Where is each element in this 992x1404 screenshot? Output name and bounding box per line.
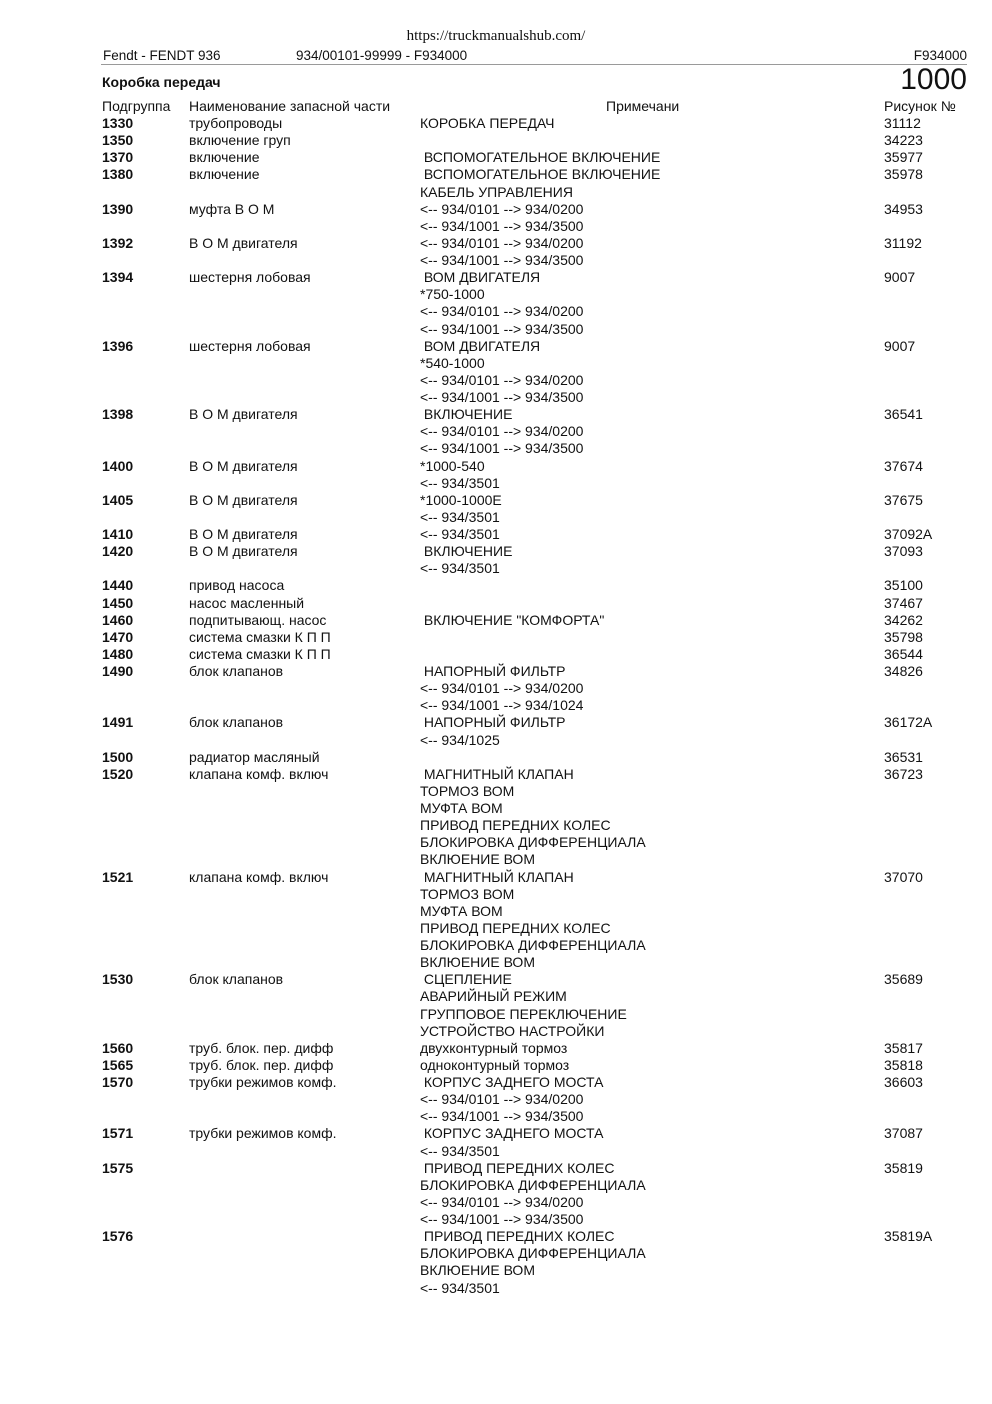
- table-row: [0, 543, 992, 577]
- subgroup-code: 1392: [102, 234, 134, 251]
- note-line: <-- 934/1001 --> 934/1024: [420, 697, 584, 714]
- table-row: [0, 1125, 992, 1159]
- part-name: включение: [189, 149, 260, 166]
- table-row: [0, 766, 992, 869]
- notes-cell: [420, 1074, 860, 1125]
- figure-number: 37092A: [884, 526, 933, 542]
- note-line: ПРИВОД ПЕРЕДНИХ КОЛЕС: [420, 1228, 615, 1245]
- column-header-subgroup: Подгруппа: [102, 98, 171, 114]
- figure-number: 36541: [884, 406, 923, 423]
- table-row: [0, 577, 992, 594]
- note-line: <-- 934/1001 --> 934/3500: [420, 320, 584, 337]
- note-line: ПРИВОД ПЕРЕДНИХ КОЛЕС: [420, 919, 611, 936]
- note-line: <-- 934/3501: [420, 526, 500, 542]
- figure-number: 37070: [884, 868, 923, 885]
- note-line: *750-1000: [420, 286, 485, 303]
- figure-number: 35818: [884, 1056, 923, 1073]
- subgroup-code: 1370: [102, 149, 134, 166]
- figure-number: 35819: [884, 1159, 923, 1176]
- figure-number: 35977: [884, 149, 923, 166]
- note-line: КОРОБКА ПЕРЕДАЧ: [420, 115, 555, 131]
- part-name: труб. блок. пер. дифф: [189, 1039, 334, 1056]
- note-line: <-- 934/1001 --> 934/3500: [420, 252, 584, 268]
- notes-cell: [420, 646, 860, 663]
- notes-cell: [420, 629, 860, 646]
- figure-number: 34223: [884, 132, 923, 149]
- table-row: [0, 714, 992, 748]
- note-line: <-- 934/0101 --> 934/0200: [420, 1091, 584, 1108]
- notes-cell: [420, 458, 860, 492]
- table-row: [0, 1074, 992, 1125]
- part-name: трубопроводы: [189, 115, 283, 131]
- notes-cell: [420, 149, 860, 166]
- subgroup-code: 1560: [102, 1039, 134, 1056]
- column-header-notes: Примечани: [606, 98, 680, 114]
- figure-number: 37674: [884, 457, 923, 474]
- notes-cell: [420, 869, 860, 972]
- notes-cell: [420, 235, 860, 269]
- subgroup-code: 1350: [102, 132, 134, 149]
- table-row: [0, 166, 992, 200]
- subgroup-code: 1530: [102, 971, 134, 988]
- part-name: подпитывающ. насос: [189, 611, 327, 628]
- part-name: включение груп: [189, 132, 291, 149]
- part-name: В О М двигателя: [189, 543, 298, 560]
- subgroup-code: 1576: [102, 1228, 134, 1245]
- part-name: трубки режимов комф.: [189, 1074, 337, 1090]
- notes-cell: [420, 1160, 860, 1229]
- note-line: <-- 934/1001 --> 934/3500: [420, 1108, 584, 1125]
- note-line: БЛОКИРОВКА ДИФФЕРЕНЦИАЛА: [420, 937, 646, 953]
- figure-number: 36603: [884, 1074, 923, 1090]
- figure-number: 35100: [884, 577, 923, 594]
- notes-cell: [420, 1125, 860, 1159]
- notes-cell: [420, 543, 860, 577]
- part-name: В О М двигателя: [189, 234, 298, 251]
- subgroup-code: 1470: [102, 628, 134, 645]
- figure-number: 31112: [884, 115, 921, 131]
- table-row: [0, 269, 992, 338]
- notes-cell: [420, 1057, 860, 1074]
- subgroup-code: 1490: [102, 663, 134, 679]
- note-line: <-- 934/1001 --> 934/3500: [420, 217, 584, 234]
- subgroup-code: 1398: [102, 406, 134, 423]
- note-line: МУФТА ВОМ: [420, 902, 503, 919]
- figure-number: 36172A: [884, 714, 933, 731]
- note-line: <-- 934/0101 --> 934/0200: [420, 423, 584, 440]
- table-row: [0, 492, 992, 526]
- part-name: блок клапанов: [189, 663, 284, 679]
- part-name: система смазки К П П: [189, 628, 331, 645]
- table-row: [0, 338, 992, 407]
- table-row: [0, 663, 992, 714]
- figure-number: 9007: [884, 269, 916, 286]
- part-name: шестерня лобовая: [189, 337, 311, 354]
- note-line: <-- 934/0101 --> 934/0200: [420, 1193, 584, 1210]
- page-number: 1000: [900, 63, 967, 96]
- subgroup-code: 1330: [102, 115, 134, 131]
- note-line: ВКЛЮЕНИЕ ВОМ: [420, 1262, 535, 1279]
- note-line: одноконтурный тормоз: [420, 1056, 570, 1073]
- part-name: труб. блок. пер. дифф: [189, 1056, 334, 1073]
- note-line: <-- 934/0101 --> 934/0200: [420, 371, 584, 388]
- note-line: ВКЛЮЧЕНИЕ: [420, 543, 513, 560]
- part-name: блок клапанов: [189, 971, 284, 988]
- subgroup-code: 1400: [102, 457, 134, 474]
- note-line: ВКЛЮЕНИЕ ВОМ: [420, 851, 535, 868]
- subgroup-code: 1521: [102, 868, 134, 885]
- note-line: ПРИВОД ПЕРЕДНИХ КОЛЕС: [420, 1159, 615, 1176]
- subgroup-code: 1450: [102, 594, 134, 611]
- subgroup-code: 1440: [102, 577, 134, 594]
- table-row: [0, 971, 992, 1040]
- note-line: <-- 934/3501: [420, 508, 500, 525]
- part-name: В О М двигателя: [189, 526, 298, 542]
- subgroup-code: 1575: [102, 1159, 134, 1176]
- note-line: <-- 934/3501: [420, 1279, 500, 1296]
- notes-cell: [420, 714, 860, 748]
- notes-cell: [420, 1228, 860, 1297]
- notes-cell: [420, 663, 860, 714]
- figure-number: 36531: [884, 748, 923, 765]
- subgroup-code: 1500: [102, 748, 134, 765]
- subgroup-code: 1571: [102, 1125, 134, 1142]
- note-line: КОРПУС ЗАДНЕГО МОСТА: [420, 1074, 604, 1090]
- note-line: [420, 749, 860, 766]
- notes-cell: [420, 749, 860, 766]
- part-name: насос масленный: [189, 594, 305, 611]
- note-line: ВСПОМОГАТЕЛЬНОЕ ВКЛЮЧЕНИЕ: [420, 166, 661, 183]
- figure-number: 35817: [884, 1039, 923, 1056]
- note-line: <-- 934/1025: [420, 731, 500, 748]
- note-line: <-- 934/0101 --> 934/0200: [420, 680, 584, 697]
- part-name: муфта В О М: [189, 200, 275, 217]
- note-line: БЛОКИРОВКА ДИФФЕРЕНЦИАЛА: [420, 1176, 646, 1193]
- table-row: [0, 629, 992, 646]
- note-line: *540-1000: [420, 354, 485, 371]
- figure-number: 36544: [884, 645, 923, 662]
- model-label: Fendt - FENDT 936: [103, 48, 221, 63]
- note-line: ВОМ ДВИГАТЕЛЯ: [420, 269, 541, 286]
- note-line: БЛОКИРОВКА ДИФФЕРЕНЦИАЛА: [420, 834, 646, 851]
- table-row: [0, 115, 992, 132]
- figure-number: 36723: [884, 765, 923, 782]
- subgroup-code: 1420: [102, 543, 134, 560]
- notes-cell: [420, 269, 860, 338]
- part-name: В О М двигателя: [189, 491, 298, 508]
- subgroup-code: 1390: [102, 200, 134, 217]
- notes-cell: [420, 612, 860, 629]
- figure-number: 31192: [884, 234, 922, 251]
- notes-cell: [420, 201, 860, 235]
- subgroup-code: 1570: [102, 1074, 134, 1090]
- table-row: [0, 595, 992, 612]
- header-divider: [101, 64, 967, 65]
- part-name: радиатор масляный: [189, 748, 320, 765]
- subgroup-code: 1520: [102, 765, 134, 782]
- notes-cell: [420, 166, 860, 200]
- figure-number: 37467: [884, 594, 923, 611]
- note-line: КАБЕЛЬ УПРАВЛЕНИЯ: [420, 183, 573, 200]
- subgroup-code: 1460: [102, 611, 134, 628]
- notes-cell: [420, 766, 860, 869]
- notes-cell: [420, 492, 860, 526]
- table-row: [0, 458, 992, 492]
- figure-number: 34262: [884, 611, 923, 628]
- note-line: МАГНИТНЫЙ КЛАПАН: [420, 765, 574, 782]
- figure-number: 34953: [884, 200, 923, 217]
- parts-table: [0, 115, 992, 1297]
- note-line: СЦЕПЛЕНИЕ: [420, 971, 512, 988]
- note-line: <-- 934/1001 --> 934/3500: [420, 440, 584, 457]
- serial-range: 934/00101-99999 - F934000: [296, 48, 468, 63]
- part-name: В О М двигателя: [189, 406, 298, 423]
- notes-cell: [420, 1040, 860, 1057]
- note-line: [420, 595, 860, 612]
- doc-code: F934000: [913, 48, 967, 63]
- part-name: клапана комф. включ: [189, 765, 329, 782]
- table-row: [0, 132, 992, 149]
- figure-number: 9007: [884, 337, 916, 354]
- notes-cell: [420, 338, 860, 407]
- note-line: [420, 646, 860, 663]
- subgroup-code: 1380: [102, 166, 134, 183]
- note-line: <-- 934/0101 --> 934/0200: [420, 200, 584, 217]
- table-row: [0, 201, 992, 235]
- column-header-name: Наименование запасной части: [189, 98, 391, 114]
- notes-cell: [420, 595, 860, 612]
- table-row: [0, 406, 992, 457]
- subgroup-code: 1491: [102, 714, 134, 731]
- note-line: УСТРОЙСТВО НАСТРОЙКИ: [420, 1022, 605, 1039]
- figure-number: 35978: [884, 166, 923, 183]
- subgroup-code: 1396: [102, 337, 134, 354]
- note-line: *1000-1000E: [420, 491, 502, 508]
- notes-cell: [420, 971, 860, 1040]
- figure-number: 35689: [884, 971, 923, 988]
- note-line: <-- 934/1001 --> 934/3500: [420, 1211, 584, 1227]
- note-line: МУФТА ВОМ: [420, 800, 503, 816]
- table-row: [0, 235, 992, 269]
- figure-number: 35819A: [884, 1228, 933, 1245]
- note-line: <-- 934/0101 --> 934/0200: [420, 234, 584, 251]
- notes-cell: [420, 406, 860, 457]
- figure-number: 34826: [884, 663, 923, 679]
- note-line: НАПОРНЫЙ ФИЛЬТР: [420, 714, 566, 731]
- part-name: система смазки К П П: [189, 645, 331, 662]
- subgroup-code: 1480: [102, 645, 134, 662]
- note-line: ПРИВОД ПЕРЕДНИХ КОЛЕС: [420, 817, 611, 834]
- part-name: привод насоса: [189, 577, 285, 594]
- note-line: <-- 934/1001 --> 934/3500: [420, 389, 584, 405]
- part-name: блок клапанов: [189, 714, 284, 731]
- note-line: <-- 934/3501: [420, 560, 500, 577]
- figure-number: 35798: [884, 628, 923, 645]
- table-row: [0, 1057, 992, 1074]
- figure-number: 37093: [884, 543, 923, 560]
- note-line: БЛОКИРОВКА ДИФФЕРЕНЦИАЛА: [420, 1245, 646, 1262]
- table-row: [0, 646, 992, 663]
- note-line: [420, 629, 860, 646]
- notes-cell: [420, 526, 860, 543]
- figure-number: 37675: [884, 491, 923, 508]
- note-line: <-- 934/3501: [420, 1142, 500, 1159]
- note-line: двухконтурный тормоз: [420, 1039, 568, 1056]
- subgroup-code: 1405: [102, 491, 134, 508]
- note-line: ВКЛЮЧЕНИЕ: [420, 406, 513, 423]
- note-line: АВАРИЙНЫЙ РЕЖИМ: [420, 988, 567, 1005]
- table-row: [0, 149, 992, 166]
- section-title: Коробка передач: [102, 74, 221, 90]
- note-line: <-- 934/0101 --> 934/0200: [420, 303, 584, 320]
- table-row: [0, 612, 992, 629]
- figure-number: 37087: [884, 1125, 923, 1142]
- part-name: клапана комф. включ: [189, 868, 329, 885]
- note-line: ТОРМОЗ ВОМ: [420, 782, 515, 799]
- table-row: [0, 1160, 992, 1229]
- table-row: [0, 749, 992, 766]
- part-name: шестерня лобовая: [189, 269, 311, 286]
- note-line: <-- 934/3501: [420, 474, 500, 491]
- notes-cell: [420, 577, 860, 594]
- part-name: включение: [189, 166, 260, 183]
- note-line: ТОРМОЗ ВОМ: [420, 885, 515, 902]
- table-row: [0, 1228, 992, 1297]
- table-row: [0, 526, 992, 543]
- note-line: *1000-540: [420, 457, 485, 474]
- note-line: НАПОРНЫЙ ФИЛЬТР: [420, 663, 566, 679]
- subgroup-code: 1565: [102, 1056, 134, 1073]
- table-row: [0, 1040, 992, 1057]
- part-name: В О М двигателя: [189, 457, 298, 474]
- note-line: [420, 132, 860, 149]
- note-line: ВСПОМОГАТЕЛЬНОЕ ВКЛЮЧЕНИЕ: [420, 149, 661, 166]
- note-line: КОРПУС ЗАДНЕГО МОСТА: [420, 1125, 604, 1142]
- table-row: [0, 869, 992, 972]
- subgroup-code: 1394: [102, 269, 134, 286]
- note-line: ГРУППОВОЕ ПЕРЕКЛЮЧЕНИЕ: [420, 1005, 627, 1022]
- part-name: трубки режимов комф.: [189, 1125, 337, 1142]
- column-header-figure: Рисунок №: [884, 98, 956, 114]
- note-line: ВКЛЮЕНИЕ ВОМ: [420, 954, 535, 971]
- note-line: [420, 577, 860, 594]
- notes-cell: [420, 115, 860, 132]
- source-url: https://truckmanualshub.com/: [406, 28, 586, 44]
- notes-cell: [420, 132, 860, 149]
- note-line: МАГНИТНЫЙ КЛАПАН: [420, 868, 574, 885]
- note-line: ВКЛЮЧЕНИЕ "КОМФОРТА": [420, 611, 605, 628]
- subgroup-code: 1410: [102, 526, 134, 542]
- note-line: ВОМ ДВИГАТЕЛЯ: [420, 337, 541, 354]
